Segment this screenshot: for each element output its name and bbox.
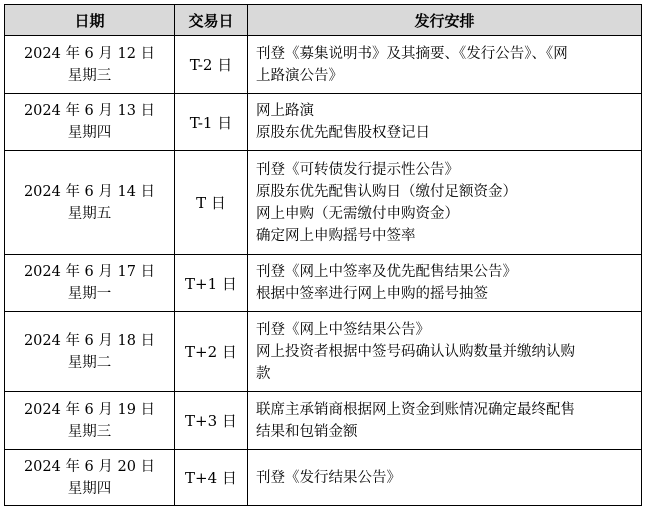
date-text: 2024 年 6 月 19 日	[23, 401, 156, 418]
trading-day-cell: T+3 日	[175, 392, 248, 450]
table-row	[5, 255, 642, 312]
table-row	[5, 450, 642, 506]
trading-day-cell: T+4 日	[175, 450, 248, 506]
date-cell	[5, 450, 175, 506]
plan-line: 联席主承销商根据网上资金到账情况确定最终配售	[256, 401, 575, 418]
plan-line: 网上路演	[256, 103, 314, 119]
plan-line: 刊登《发行结果公告》	[256, 469, 401, 486]
issuance-schedule-table	[4, 4, 642, 506]
plan-line: 上路演公告》	[256, 67, 343, 84]
weekday-text: 星期一	[67, 286, 112, 302]
table-row	[5, 392, 642, 450]
plan-cell	[248, 151, 642, 255]
date-cell	[5, 255, 175, 312]
date-text: 2024 年 6 月 17 日	[23, 264, 156, 280]
plan-cell	[248, 255, 642, 312]
table-row	[5, 36, 642, 94]
plan-line: 刊登《募集说明书》及其摘要、《发行公告》、《网	[256, 45, 568, 62]
plan-line: 网上投资者根据中签号码确认认购数量并缴纳认购	[256, 343, 575, 360]
plan-line: 网上申购（无需缴付申购资金）	[256, 205, 459, 222]
header-row	[5, 5, 642, 36]
plan-cell	[248, 450, 642, 506]
weekday-text: 星期三	[67, 423, 112, 440]
date-cell	[5, 392, 175, 450]
header-trading-day: 交易日	[175, 5, 248, 36]
trading-day-cell: T-2 日	[175, 36, 248, 94]
date-text: 2024 年 6 月 20 日	[23, 458, 156, 475]
plan-line: 刊登《网上中签率及优先配售结果公告》	[256, 264, 517, 280]
plan-cell	[248, 312, 642, 392]
plan-cell	[248, 94, 642, 151]
date-cell	[5, 94, 175, 151]
weekday-text: 星期三	[67, 67, 112, 84]
plan-line: 结果和包销金额	[256, 423, 358, 440]
plan-line: 原股东优先配售股权登记日	[256, 125, 430, 141]
weekday-text: 星期五	[67, 205, 112, 222]
date-text: 2024 年 6 月 14 日	[23, 183, 156, 200]
date-cell	[5, 36, 175, 94]
header-plan: 发行安排	[248, 5, 642, 36]
weekday-text: 星期二	[67, 354, 112, 371]
plan-cell	[248, 36, 642, 94]
plan-line: 确定网上申购摇号中签率	[256, 227, 416, 244]
plan-line: 刊登《可转债发行提示性公告》	[256, 161, 459, 178]
table-row	[5, 94, 642, 151]
trading-day-cell: T 日	[175, 151, 248, 255]
header-date: 日期	[5, 5, 175, 36]
plan-cell	[248, 392, 642, 450]
plan-line: 根据中签率进行网上申购的摇号抽签	[256, 286, 488, 302]
date-cell	[5, 312, 175, 392]
trading-day-cell: T+1 日	[175, 255, 248, 312]
trading-day-cell: T-1 日	[175, 94, 248, 151]
plan-line: 款	[256, 365, 271, 382]
date-cell	[5, 151, 175, 255]
date-text: 2024 年 6 月 18 日	[23, 332, 156, 349]
trading-day-cell: T+2 日	[175, 312, 248, 392]
plan-line: 原股东优先配售认购日（缴付足额资金）	[256, 183, 517, 200]
table-row	[5, 151, 642, 255]
date-text: 2024 年 6 月 13 日	[23, 103, 156, 119]
weekday-text: 星期四	[67, 125, 112, 141]
table-row	[5, 312, 642, 392]
weekday-text: 星期四	[67, 480, 112, 497]
date-text: 2024 年 6 月 12 日	[23, 45, 156, 62]
plan-line: 刊登《网上中签结果公告》	[256, 321, 430, 338]
